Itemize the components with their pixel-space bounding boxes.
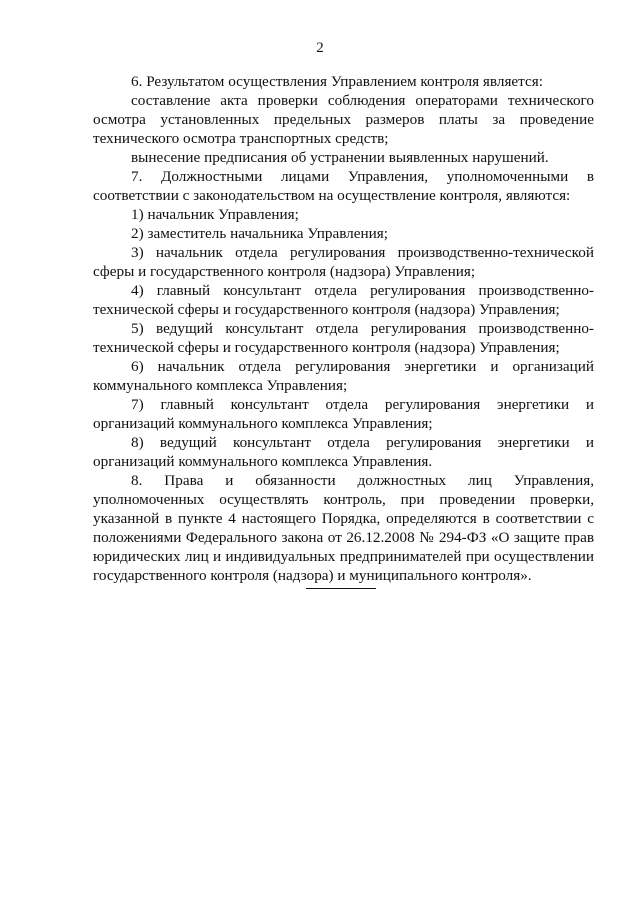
paragraph-6-heading: 6. Результатом осуществления Управлением контроля является: (131, 73, 543, 90)
paragraph-6-item-act: составление акта проверки соблюдения операторами технического осмотра установленных предельных размеров платы за проведение технического осмотра транспортных средств; (93, 92, 594, 147)
paragraph-6-item-order: вынесение предписания об устранении выявленных нарушений. (131, 149, 549, 166)
paragraph-8: 8. Права и обязанности должностных лиц Управления, уполномоченных осуществлять контроль, при проведении проверки, указанной в пункте 4 настоящего Порядка, определяются в соответствии с положениями Федерального закона от 26.12.2008 № 294-ФЗ «О защите прав юридических лиц и индивидуальных предпринимателей при осуществлении государственного контроля (надзора) и муниципального контроля». (93, 472, 594, 584)
paragraph-7-item-6: 6) начальник отдела регулирования энергетики и организаций коммунального комплекса Управления; (93, 358, 594, 394)
paragraph-7-item-4: 4) главный консультант отдела регулирования производственно-технической сферы и государственного контроля (надзора) Управления; (93, 282, 594, 318)
paragraph-7-item-5: 5) ведущий консультант отдела регулирования производственно-технической сферы и государственного контроля (надзора) Управления; (93, 320, 594, 356)
paragraph-7-heading: 7. Должностными лицами Управления, уполномоченными в соответствии с законодательством на осуществление контроля, являются: (93, 168, 594, 204)
end-separator-line (306, 588, 376, 589)
page-number: 2 (316, 40, 324, 56)
paragraph-7-item-7: 7) главный консультант отдела регулирования энергетики и организаций коммунального комплекса Управления; (93, 396, 594, 432)
paragraph-7-item-1: 1) начальник Управления; (131, 206, 299, 223)
paragraph-7-item-3: 3) начальник отдела регулирования производственно-технической сферы и государственного контроля (надзора) Управления; (93, 244, 594, 280)
paragraph-7-item-2: 2) заместитель начальника Управления; (131, 225, 388, 242)
document-body (93, 72, 594, 585)
paragraph-7-item-8: 8) ведущий консультант отдела регулирования энергетики и организаций коммунального комплекса Управления. (93, 434, 594, 470)
